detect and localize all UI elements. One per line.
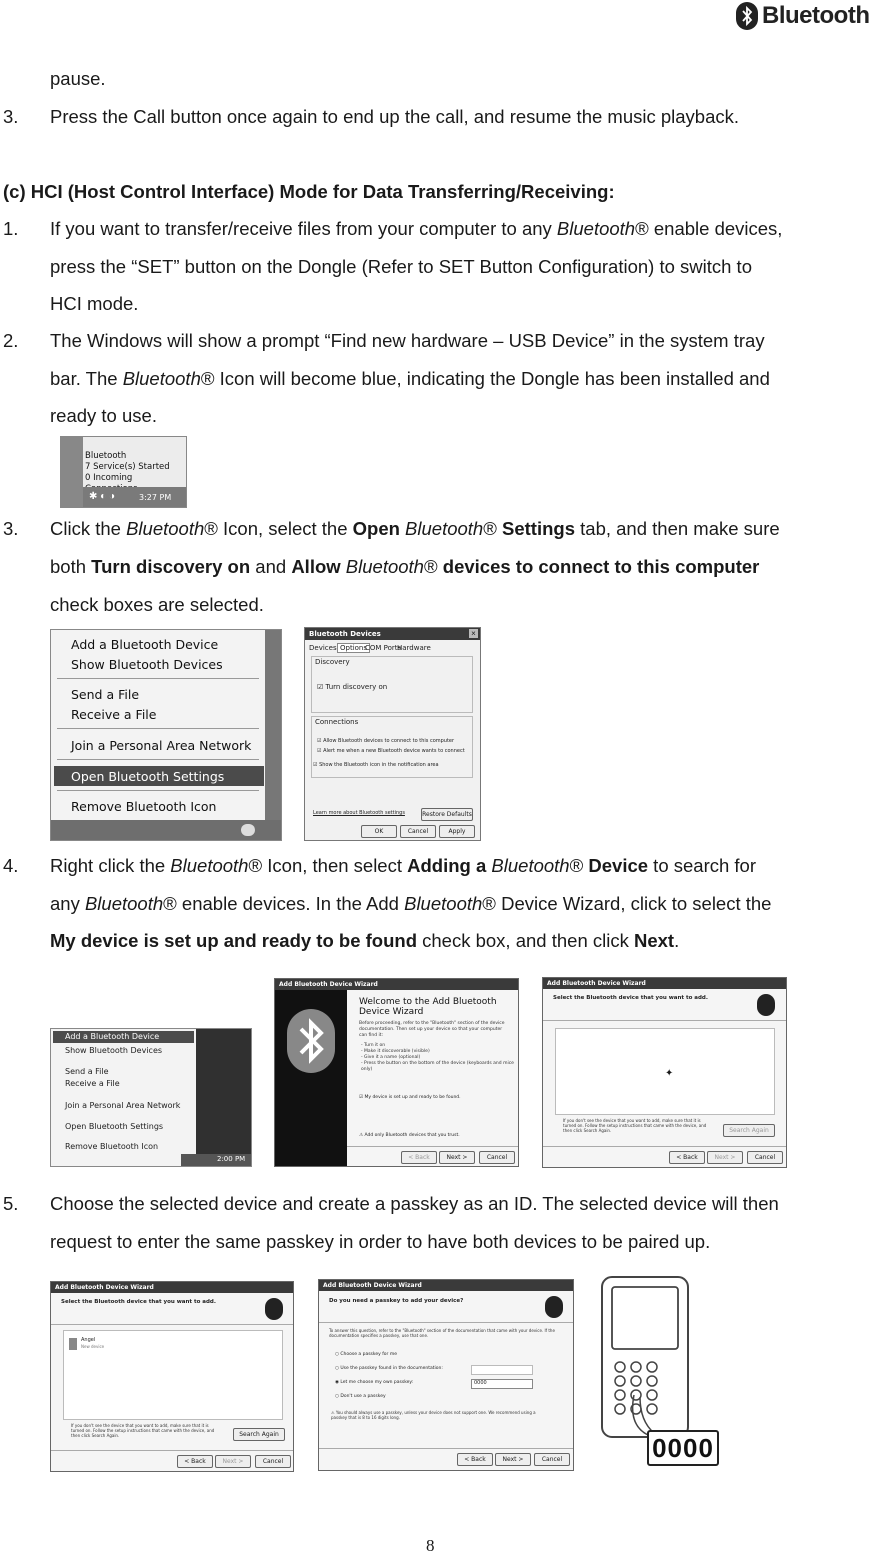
tray-chevron-icon [241, 824, 255, 836]
wizard-bullet: - Give it a name (optional) [361, 1055, 421, 1060]
list-number: 4. [3, 855, 19, 876]
text-line: HCI mode. [50, 293, 139, 314]
context-menu-screenshot [50, 629, 282, 841]
settings-dialog-screenshot [304, 627, 481, 841]
wizard-title: Add Bluetooth Device Wizard [279, 981, 378, 988]
trust-link[interactable]: ⚠ Add only Bluetooth devices that you trust. [359, 1133, 460, 1138]
next-button[interactable]: Next > [495, 1453, 531, 1466]
wizard-hint: If you don't see the device that you want to add, make sure that it is turned on. Follow the setup instructions that came with the device, and then click Search Again. [71, 1423, 215, 1438]
tray-clock: 3:27 PM [139, 493, 172, 502]
menu-item-open-settings[interactable]: Open Bluetooth Settings [65, 1122, 164, 1131]
text-line: both Turn discovery on and Allow Bluetooth® devices to connect to this computer [50, 556, 760, 577]
tab-devices[interactable]: Devices [309, 644, 337, 652]
wizard-select-screenshot [542, 977, 787, 1168]
section-heading: (c) HCI (Host Control Interface) Mode for Data Transferring/Receiving: [3, 181, 615, 202]
alert-checkbox[interactable]: ☑ Alert me when a new Bluetooth device wants to connect [317, 748, 465, 754]
text-line: Click the Bluetooth® Icon, select the Open Bluetooth® Settings tab, and then make sure [50, 518, 780, 539]
text-line: Choose the selected device and create a passkey as an ID. The selected device will then [50, 1193, 779, 1214]
learn-more-link[interactable]: Learn more about Bluetooth settings [313, 810, 405, 816]
list-number: 5. [3, 1193, 19, 1214]
text-line: press the “SET” button on the Dongle (Refer to SET Button Configuration) to switch to [50, 256, 752, 277]
menu-item-join-pan[interactable]: Join a Personal Area Network [71, 738, 252, 753]
wizard-body: Before proceeding, refer to the "Bluetooth" section of the device documentation. Then set up your device so that your computer can find it: [359, 1021, 505, 1038]
bluetooth-icon [545, 1296, 563, 1318]
cancel-button[interactable]: Cancel [534, 1453, 570, 1466]
wizard-title: Add Bluetooth Device Wizard [55, 1284, 154, 1291]
text-line: ready to use. [50, 405, 157, 426]
small-menu-screenshot [50, 1028, 252, 1167]
wizard-body: To answer this question, refer to the "Bluetooth" section of the documentation that came with your device. If the documentation specifies a passkey, use that one. [329, 1328, 555, 1338]
turn-discovery-checkbox[interactable]: ☑ Turn discovery on [317, 683, 388, 691]
tray-tooltip-line: 7 Service(s) Started [85, 462, 170, 472]
wizard-title: Add Bluetooth Device Wizard [547, 980, 646, 987]
tray-screenshot [60, 436, 187, 508]
cancel-button[interactable]: Cancel [747, 1151, 783, 1164]
wizard-bullet: - Turn it on [361, 1043, 386, 1048]
show-icon-checkbox[interactable]: ☑ Show the Bluetooth icon in the notification area [313, 762, 439, 768]
text-line: any Bluetooth® enable devices. In the Add Bluetooth® Device Wizard, click to select the [50, 893, 772, 914]
own-passkey-field[interactable]: 0000 [471, 1379, 533, 1389]
list-number: 2. [3, 330, 19, 351]
menu-item-show-devices[interactable]: Show Bluetooth Devices [71, 657, 223, 672]
bluetooth-icon [757, 994, 775, 1016]
next-button[interactable]: Next > [215, 1455, 251, 1468]
tray-tooltip-line: Bluetooth [85, 451, 127, 461]
allow-connect-checkbox[interactable]: ☑ Allow Bluetooth devices to connect to this computer [317, 738, 455, 744]
wizard-welcome-screenshot [274, 978, 519, 1167]
menu-item-show-devices[interactable]: Show Bluetooth Devices [65, 1046, 163, 1055]
list-number: 1. [3, 218, 19, 239]
search-animation-icon: ✦ [665, 1068, 674, 1079]
wizard-heading: Do you need a passkey to add your device? [329, 1298, 464, 1304]
bluetooth-icon [265, 1298, 283, 1320]
dialog-title: Bluetooth Devices [309, 630, 381, 638]
next-button[interactable]: Next > [439, 1151, 475, 1164]
wizard-heading: Select the Bluetooth device that you want to add. [553, 995, 708, 1001]
restore-defaults-button[interactable]: Restore Defaults [421, 808, 473, 821]
list-number: 3. [3, 518, 19, 539]
documentation-passkey-field[interactable] [471, 1365, 533, 1375]
cancel-button[interactable]: Cancel [255, 1455, 291, 1468]
bluetooth-rune-icon [736, 2, 758, 30]
menu-item-receive-file[interactable]: Receive a File [71, 707, 157, 722]
menu-item-remove-icon[interactable]: Remove Bluetooth Icon [71, 799, 217, 814]
phone-illustration [598, 1275, 726, 1471]
bluetooth-logo [736, 2, 876, 30]
tray-bluetooth-icon: ✱ ◐ ◑ [89, 491, 116, 502]
text-line: request to enter the same passkey in order to have both devices to be paired up. [50, 1231, 711, 1252]
group-connections-label: Connections [315, 718, 359, 726]
menu-item-remove-icon[interactable]: Remove Bluetooth Icon [65, 1142, 159, 1151]
bluetooth-large-icon [287, 1009, 335, 1073]
tab-hardware[interactable]: Hardware [397, 644, 431, 652]
menu-item-open-settings[interactable]: Open Bluetooth Settings [71, 769, 225, 784]
back-button[interactable]: < Back [401, 1151, 437, 1164]
menu-item-join-pan[interactable]: Join a Personal Area Network [65, 1101, 181, 1110]
text-line: Press the Call button once again to end up the call, and resume the music playback. [50, 106, 740, 127]
text-line: The Windows will show a prompt “Find new hardware – USB Device” in the system tray [50, 330, 765, 351]
text-line: My device is set up and ready to be found check box, and then click Next. [50, 930, 680, 951]
wizard-title: Add Bluetooth Device Wizard [323, 1282, 422, 1289]
cancel-button[interactable]: Cancel [479, 1151, 515, 1164]
tray-tooltip-line: 0 Incoming [85, 473, 133, 483]
menu-item-add-device[interactable]: Add a Bluetooth Device [65, 1032, 160, 1041]
wizard-passkey-screenshot [318, 1279, 574, 1471]
ready-checkbox[interactable]: ☑ My device is set up and ready to be found. [359, 1095, 461, 1100]
menu-item-add-device[interactable]: Add a Bluetooth Device [71, 637, 219, 652]
passkey-option-documentation[interactable]: ○ Use the passkey found in the documentation: [335, 1366, 443, 1371]
bluetooth-logo-text: Bluetooth [762, 2, 870, 29]
apply-button[interactable]: Apply [439, 825, 475, 838]
passkey-note: ⚠ You should always use a passkey, unless your device does not support one. We recommend using a passkey that is 8 to 16 digits long. [331, 1410, 536, 1420]
back-button[interactable]: < Back [177, 1455, 213, 1468]
page-number: 8 [426, 1536, 435, 1555]
search-again-button[interactable]: Search Again [723, 1124, 775, 1137]
close-icon[interactable]: × [469, 629, 478, 638]
device-name[interactable]: Angel [81, 1337, 96, 1343]
back-button[interactable]: < Back [669, 1151, 705, 1164]
tab-com-ports[interactable]: COM Ports [365, 644, 402, 652]
menu-item-receive-file[interactable]: Receive a File [65, 1079, 120, 1088]
tray-clock: 2:00 PM [217, 1155, 246, 1163]
wizard-hint: If you don't see the device that you want to add, make sure that it is turned on. Follow the setup instructions that came with the device, and then click Search Again. [563, 1118, 707, 1133]
group-discovery-label: Discovery [315, 658, 350, 666]
text-line: Right click the Bluetooth® Icon, then select Adding a Bluetooth® Device to search for [50, 855, 757, 876]
text-line: If you want to transfer/receive files from your computer to any Bluetooth® enable devices, [50, 218, 783, 239]
ok-button[interactable]: OK [361, 825, 397, 838]
wizard-heading: Welcome to the Add Bluetooth Device Wizard [359, 997, 497, 1017]
text-line: bar. The Bluetooth® Icon will become blue, indicating the Dongle has been installed and [50, 368, 770, 389]
search-again-button[interactable]: Search Again [233, 1428, 285, 1441]
passkey-option-own[interactable]: ◉ Let me choose my own passkey: [335, 1380, 414, 1385]
wizard-bullet: - Press the button on the bottom of the device (keyboards and mice only) [361, 1061, 514, 1072]
tab-options[interactable]: Options [337, 643, 370, 653]
menu-item-send-file[interactable]: Send a File [65, 1067, 109, 1076]
list-number: 3. [3, 106, 19, 127]
wizard-heading: Select the Bluetooth device that you want to add. [61, 1299, 216, 1305]
next-button[interactable]: Next > [707, 1151, 743, 1164]
device-status: New device [81, 1344, 105, 1349]
passkey-display: 0000 [652, 1433, 714, 1463]
phone-device-icon [69, 1338, 77, 1350]
cancel-button[interactable]: Cancel [400, 825, 436, 838]
text-line: pause. [50, 68, 106, 89]
passkey-option-none[interactable]: ○ Don't use a passkey [335, 1394, 386, 1399]
text-line: check boxes are selected. [50, 594, 264, 615]
passkey-option-auto[interactable]: ○ Choose a passkey for me [335, 1352, 397, 1357]
back-button[interactable]: < Back [457, 1453, 493, 1466]
wizard-bullet: - Make it discoverable (visible) [361, 1049, 430, 1054]
menu-item-send-file[interactable]: Send a File [71, 687, 140, 702]
wizard-select-device-screenshot [50, 1281, 294, 1472]
